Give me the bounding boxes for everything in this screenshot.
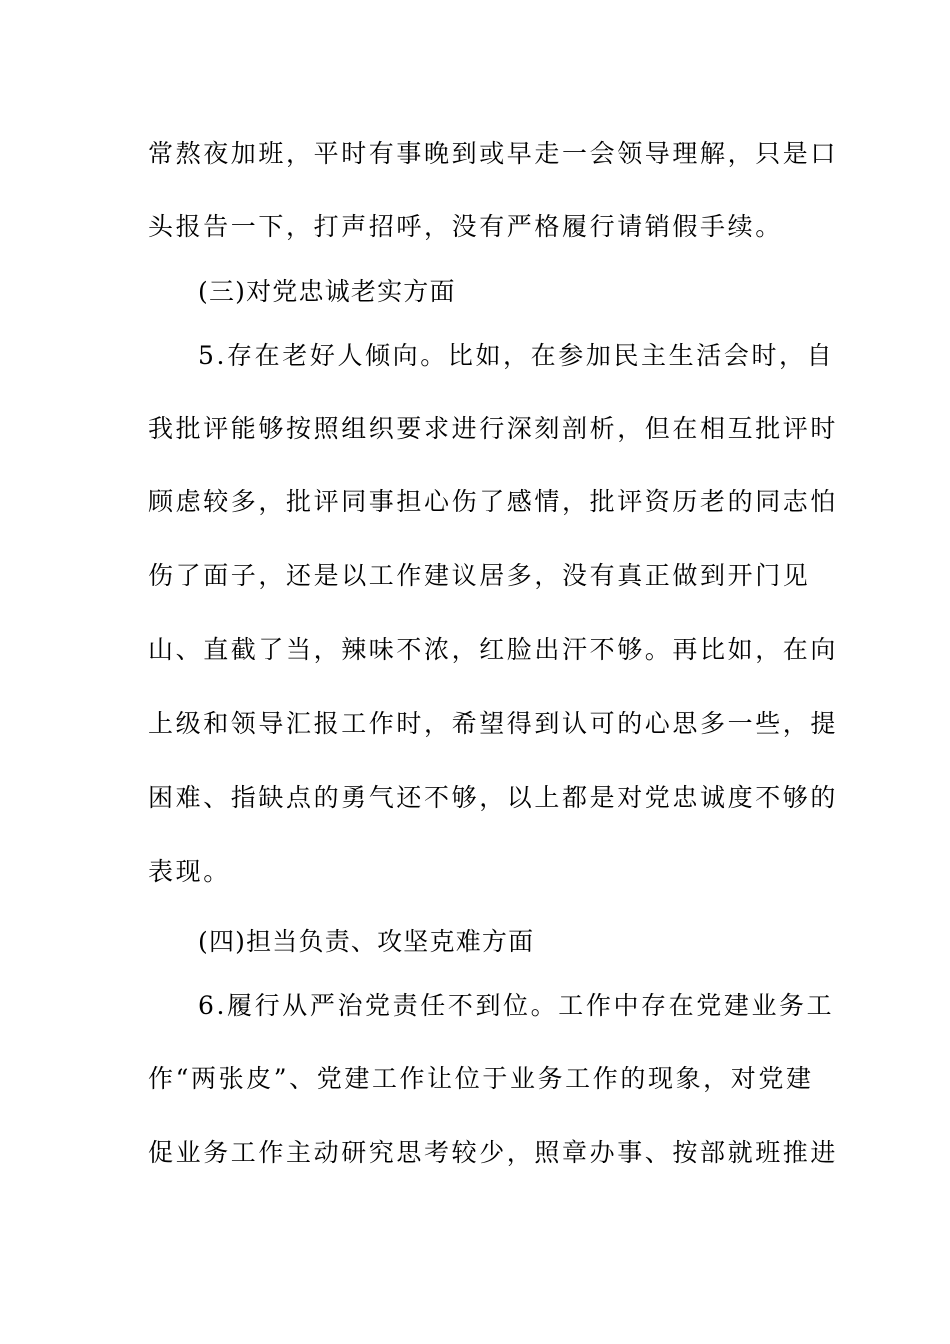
paragraph-line: 6.履行从严治党责任不到位。工作中存在党建业务工 <box>198 991 835 1020</box>
paragraph-line: 表现。 <box>148 857 231 886</box>
paragraph-line: 上级和领导汇报工作时，希望得到认可的心思多一些，提 <box>148 709 839 738</box>
paragraph-line: 困难、指缺点的勇气还不够，以上都是对党忠诚度不够的 <box>148 783 839 812</box>
paragraph-line: 作“两张皮”、党建工作让位于业务工作的现象，对党建 <box>148 1064 814 1093</box>
paragraph-line: 常熬夜加班，平时有事晚到或早走一会领导理解，只是口 <box>148 139 839 168</box>
section-heading: (四)担当负责、攻坚克难方面 <box>198 927 535 956</box>
paragraph-line: 5.存在老好人倾向。比如，在参加民主生活会时，自 <box>198 341 835 370</box>
section-heading: (三)对党忠诚老实方面 <box>198 277 456 306</box>
paragraph-line: 山、直截了当，辣味不浓，红脸出汗不够。再比如，在向 <box>148 635 839 664</box>
paragraph-line: 我批评能够按照组织要求进行深刻剖析，但在相互批评时 <box>148 414 839 443</box>
paragraph-line: 促业务工作主动研究思考较少，照章办事、按部就班推进 <box>148 1138 839 1167</box>
paragraph-line: 顾虑较多，批评同事担心伤了感情，批评资历老的同志怕 <box>148 487 839 516</box>
paragraph-line: 伤了面子，还是以工作建议居多，没有真正做到开门见 <box>148 561 811 590</box>
paragraph-line: 头报告一下，打声招呼，没有严格履行请销假手续。 <box>148 212 783 241</box>
